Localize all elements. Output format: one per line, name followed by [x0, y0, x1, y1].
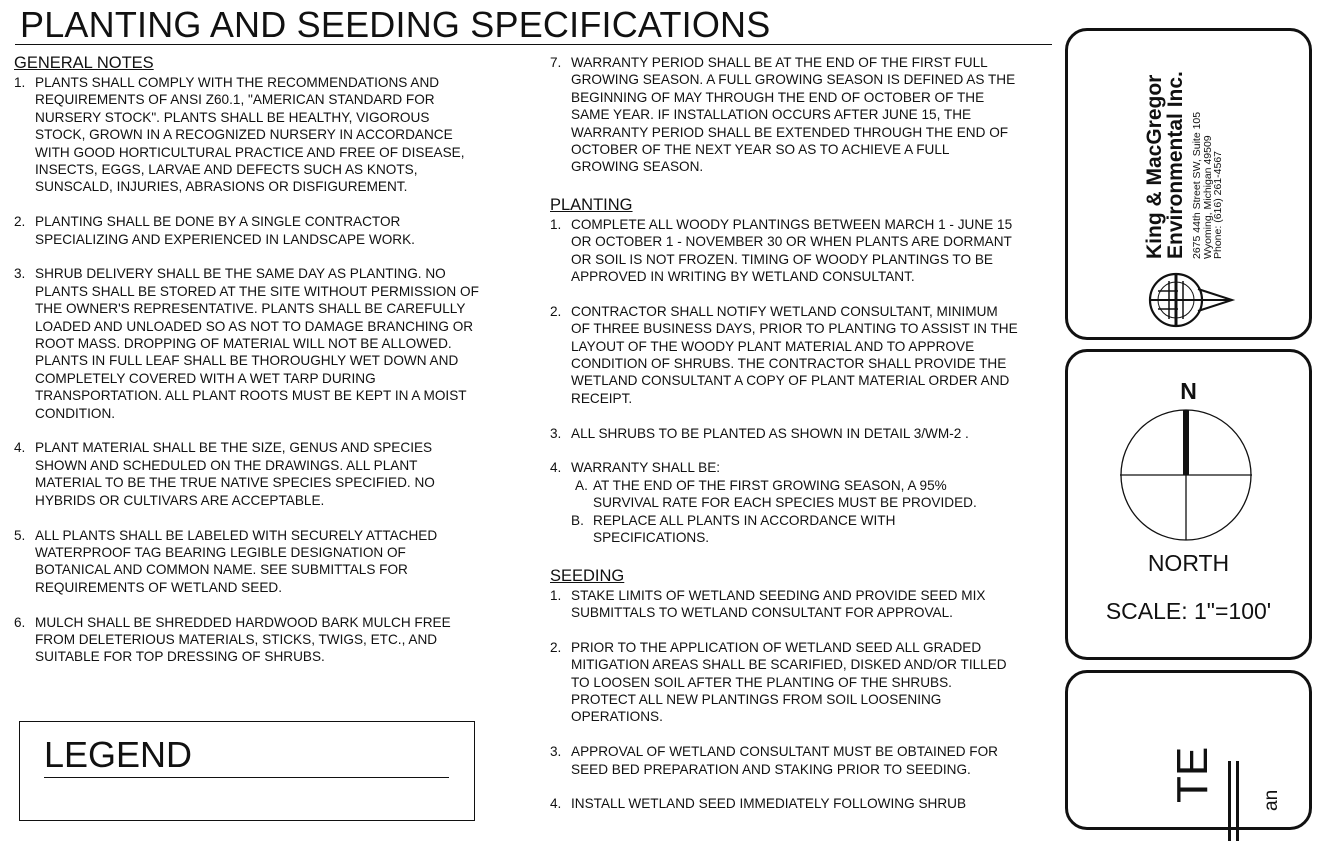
note-number: 2.	[550, 639, 562, 655]
note-text: WARRANTY PERIOD SHALL BE AT THE END OF THE FIRST FULL GROWING SEASON. A FULL GROWING SEASON IS DEFINED AS THE BEGINNING OF MAY THROUGH THE END OF OCTOBER OF THE SAME YEAR. IF INSTALLATION OCCURS AFTER JUNE 15, THE WARRANTY PERIOD SHALL BE EXTENDED THROUGH THE END OF OCTOBER OF THE NEXT YEAR SO AS TO ACHIEVE A FULL GROWING SEASON.	[571, 55, 1016, 175]
seeding-note	[550, 743, 1055, 778]
note-number: 2.	[550, 303, 562, 319]
north-arrow-letter: N	[1180, 378, 1197, 404]
planting-note	[550, 216, 1055, 286]
warranty-period-note	[550, 54, 1055, 176]
note-text: WARRANTY SHALL BE:	[571, 460, 721, 476]
company-address	[1192, 112, 1224, 259]
note-text: INSTALL WETLAND SEED IMMEDIATELY FOLLOWING SHRUB	[571, 796, 967, 812]
north-label: NORTH	[1147, 550, 1230, 576]
general-note	[14, 439, 524, 509]
seeding-note	[550, 639, 1055, 726]
scale-label: SCALE: 1"=100'	[1105, 598, 1272, 624]
warranty-subitem	[550, 477, 1055, 512]
note-text: PLANTING SHALL BE DONE BY A SINGLE CONTRACTOR SPECIALIZING AND EXPERIENCED IN LANDSCAPE WORK.	[35, 214, 415, 247]
note-number: 5.	[14, 527, 26, 543]
note-text: CONTRACTOR SHALL NOTIFY WETLAND CONSULTANT, MINIMUM OF THREE BUSINESS DAYS, PRIOR TO PLANTING TO ASSIST IN THE LAYOUT OF THE WOODY PLANT MATERIAL AND TO APPROVE CONDITION OF SHRUBS. THE CONTRACTOR SHALL PROVIDE THE WETLAND CONSULTANT A COPY OF PLANT MATERIAL ORDER AND RECEIPT.	[571, 303, 1018, 406]
company-name	[1144, 71, 1186, 259]
note-number: 7.	[550, 55, 562, 70]
subitem-text: REPLACE ALL PLANTS IN ACCORDANCE WITH SPECIFICATIONS.	[593, 512, 896, 546]
note-number: 3.	[14, 266, 26, 282]
address-line3: Phone: (616) 261-4567	[1212, 151, 1224, 259]
note-number: 4.	[14, 440, 26, 456]
sheet-title-rule	[1236, 761, 1239, 841]
general-note	[14, 527, 524, 597]
note-number: 1.	[550, 587, 562, 603]
subitem-letter: A.	[575, 477, 588, 493]
warranty-intro-note	[550, 459, 1055, 476]
seeding-heading: SEEDING	[550, 566, 625, 585]
subitem-text: AT THE END OF THE FIRST GROWING SEASON, A 95% SURVIVAL RATE FOR EACH SPECIES MUST BE PROVIDED.	[593, 477, 977, 511]
note-text: SHRUB DELIVERY SHALL BE THE SAME DAY AS PLANTING. NO PLANTS SHALL BE STORED AT THE SITE WITHOUT PERMISSION OF THE OWNER'S REPRESENTATIVE. PLANTS SHALL BE CAREFULLY LOADED AND UNLOADED SO AS NOT TO DAMAGE BRANCHING OR ROOT MASS. DROPPING OF MATERIAL WILL NOT BE ALLOWED. PLANTS IN FULL LEAF SHALL BE THOROUGHLY WET DOWN AND COMPLETELY COVERED WITH A WET TARP DURING TRANSPORTATION. ALL PLANT ROOTS MUST BE KEPT IN A MOIST CONDITION.	[35, 266, 479, 421]
planting-seeding-column	[550, 54, 1055, 830]
sheet-title-letters: TE	[1168, 746, 1217, 803]
page-title: PLANTING AND SEEDING SPECIFICATIONS	[20, 4, 771, 45]
general-note	[14, 213, 524, 248]
note-number: 3.	[550, 744, 562, 760]
planting-note	[550, 425, 1055, 442]
sheet-title-block	[1065, 670, 1312, 830]
note-number: 1.	[550, 216, 562, 232]
legend-rule	[44, 777, 449, 778]
note-text: ALL PLANTS SHALL BE LABELED WITH SECURELY ATTACHED WATERPROOF TAG BEARING LEGIBLE DESIGNATION OF BOTANICAL AND COMMON NAME. SEE SUBMITTALS FOR REQUIREMENTS OF WETLAND SEED.	[35, 527, 438, 595]
note-number: 4.	[550, 460, 562, 476]
legend-title: LEGEND	[44, 734, 193, 775]
warranty-subitem	[550, 512, 1055, 547]
seeding-note	[550, 587, 1055, 622]
north-arrow-block	[1065, 349, 1312, 660]
general-note	[14, 265, 524, 422]
address-line2: Wyoming, Michigan 49509	[1201, 135, 1214, 259]
company-title-block	[1065, 28, 1312, 340]
address-line1: 2675 44th Street SW, Suite 105	[1191, 111, 1203, 259]
general-note	[14, 74, 524, 196]
note-text: APPROVAL OF WETLAND CONSULTANT MUST BE OBTAINED FOR SEED BED PREPARATION AND STAKING PRIOR TO SEEDING.	[571, 744, 998, 777]
note-text: PLANT MATERIAL SHALL BE THE SIZE, GENUS AND SPECIES SHOWN AND SCHEDULED ON THE DRAWINGS. ALL PLANT MATERIAL TO BE THE TRUE NATIVE SPECIES SPECIFIED. NO HYBRIDS OR CULTIVARS ARE ACCEPTABLE.	[35, 440, 435, 508]
sheet-title-rule	[1228, 761, 1231, 841]
subitem-letter: B.	[571, 512, 584, 528]
general-notes-heading: GENERAL NOTES	[14, 54, 154, 72]
company-logo-icon	[1138, 269, 1238, 331]
note-number: 1.	[14, 75, 26, 90]
company-name-line1: King & MacGregor	[1143, 74, 1166, 259]
general-notes-column	[14, 54, 524, 683]
planting-heading: PLANTING	[550, 195, 633, 214]
north-arrow-icon	[1116, 404, 1256, 546]
note-number: 6.	[14, 614, 26, 630]
note-number: 2.	[14, 214, 26, 230]
note-text: STAKE LIMITS OF WETLAND SEEDING AND PROVIDE SEED MIX SUBMITTALS TO WETLAND CONSULTANT FOR APPROVAL.	[571, 587, 986, 620]
note-text: COMPLETE ALL WOODY PLANTINGS BETWEEN MARCH 1 - JUNE 15 OR OCTOBER 1 - NOVEMBER 30 OR WHEN PLANTS ARE DORMANT OR SOIL IS NOT FROZEN. TIMING OF WOODY PLANTINGS TO BE APPROVED IN WRITING BY WETLAND CONSULTANT.	[571, 216, 1013, 285]
title-rule	[15, 44, 1052, 45]
note-number: 4.	[550, 796, 562, 812]
note-text: PLANTS SHALL COMPLY WITH THE RECOMMENDATIONS AND REQUIREMENTS OF ANSI Z60.1, "AMERICAN STANDARD FOR NURSERY STOCK". PLANTS SHALL BE HEALTHY, VIGOROUS STOCK, GROWN IN A RECOGNIZED NURSERY IN ACCORDANCE WITH GOOD HORTICULTURAL PRACTICE AND FREE OF DISEASE, INSECTS, EGGS, LARVAE AND DEFECTS SUCH AS KNOTS, SUNSCALD, INJURIES, ABRASIONS OR DISFIGUREMENT.	[35, 75, 465, 195]
note-number: 3.	[550, 425, 562, 441]
note-text: ALL SHRUBS TO BE PLANTED AS SHOWN IN DETAIL 3/WM-2 .	[571, 425, 969, 441]
company-name-line2: Environmental Inc.	[1164, 71, 1187, 259]
note-text: MULCH SHALL BE SHREDDED HARDWOOD BARK MULCH FREE FROM DELETERIOUS MATERIALS, STICKS, TWIGS, ETC., AND SUITABLE FOR TOP DRESSING OF SHRUBS.	[35, 614, 451, 665]
seeding-note	[550, 795, 1055, 812]
sheet-side-text: an	[1261, 789, 1282, 811]
planting-note	[550, 303, 1055, 407]
general-note	[14, 614, 524, 666]
note-text: PRIOR TO THE APPLICATION OF WETLAND SEED ALL GRADED MITIGATION AREAS SHALL BE SCARIFIED, DISKED AND/OR TILLED TO LOOSEN SOIL AFTER THE PLANTING OF THE SHRUBS. PROTECT ALL NEW PLANTINGS FROM SOIL LOOSENING OPERATIONS.	[571, 639, 1007, 725]
legend-box	[19, 721, 475, 821]
